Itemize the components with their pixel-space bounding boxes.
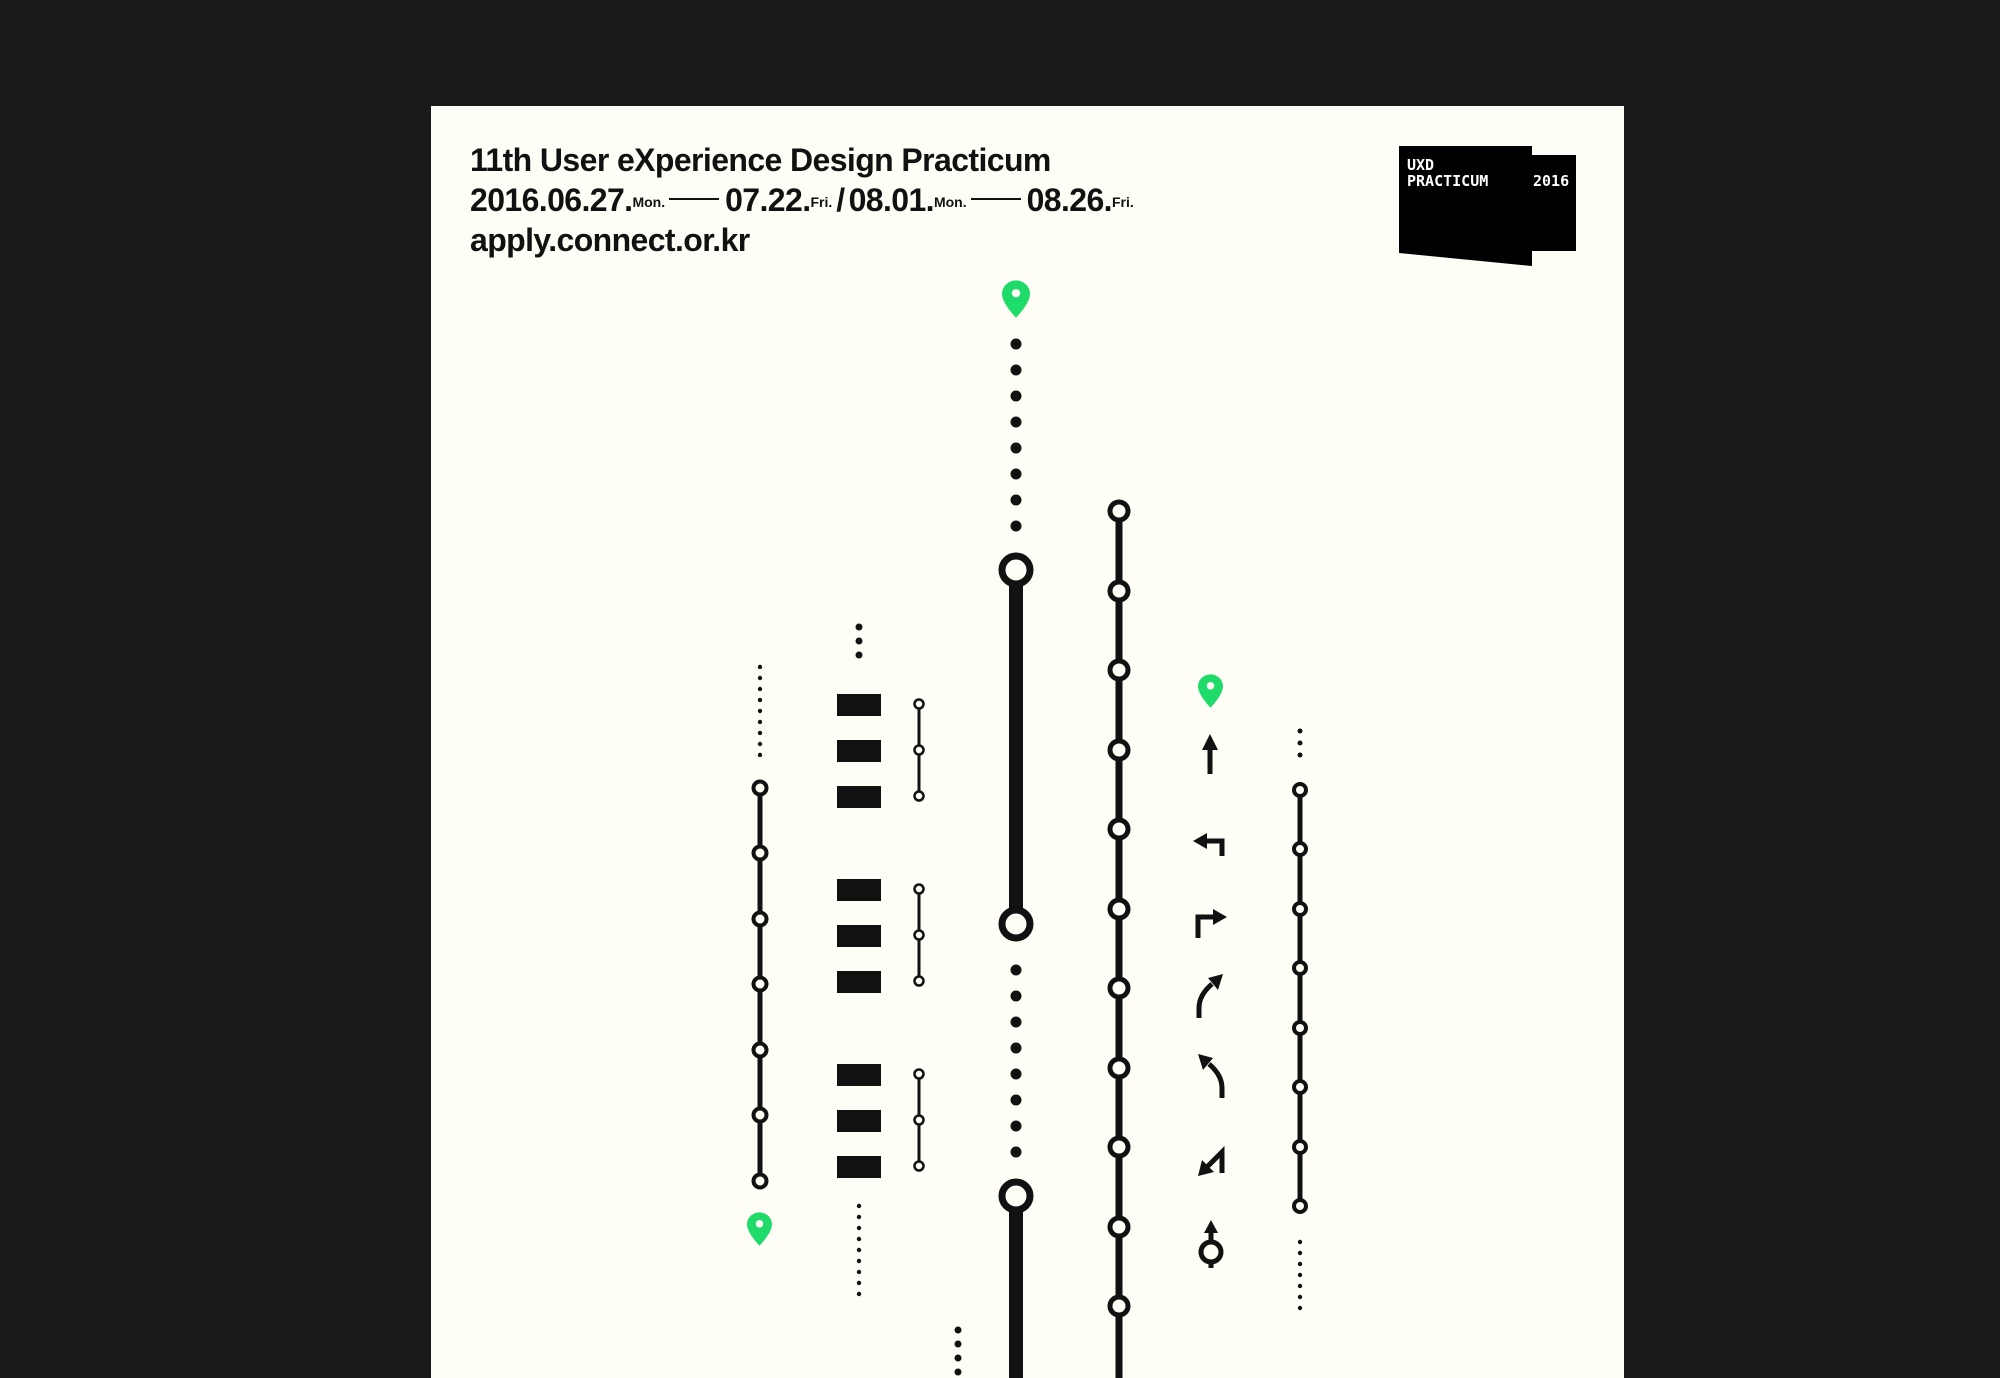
crosswalk-group-1: [837, 694, 881, 808]
crosswalk-group-3: [837, 1064, 881, 1178]
station-line-left: [747, 665, 772, 1246]
dotted-segment-top: [1011, 339, 1022, 532]
crosswalk-column: [837, 624, 881, 1297]
date-start-2-day: Mon.: [933, 194, 967, 210]
station-line-far-right: [1294, 729, 1306, 1311]
date-start: 2016.06.27.: [470, 182, 633, 218]
map-pin-icon: [1002, 280, 1030, 317]
station-line-right: [1110, 502, 1128, 1378]
poster: [431, 106, 1624, 1378]
turn-right-icon: [1198, 909, 1227, 938]
central-route: [1002, 280, 1030, 1378]
arrow-up-icon: [1202, 734, 1218, 774]
dotted-stub-bottom: [955, 1327, 962, 1376]
mini-lines: [915, 700, 924, 1171]
event-title: 11th User eXperience Design Practicum: [470, 142, 1051, 178]
logo-line-1: UXD: [1407, 156, 1435, 174]
map-pin-icon: [1198, 674, 1223, 707]
logo-line-2: PRACTICUM: [1407, 172, 1489, 190]
date-end-2: 08.26.: [1026, 182, 1112, 218]
turn-left-icon: [1193, 833, 1222, 856]
dotted-segment-middle: [1011, 965, 1022, 1158]
bear-left-icon: [1198, 1054, 1222, 1098]
bear-right-icon: [1199, 974, 1223, 1018]
map-pin-icon: [747, 1212, 772, 1245]
date-end-1: 07.22.: [725, 182, 811, 218]
logo-year: 2016: [1533, 172, 1570, 190]
station-large: [1002, 1182, 1030, 1210]
route-map-illustration: [431, 106, 1624, 1378]
u-turn-icon: [1198, 1152, 1222, 1176]
apply-url[interactable]: apply.connect.or.kr: [470, 222, 750, 258]
date-start-2: 08.01.: [848, 182, 934, 218]
date-end-1-day: Fri.: [810, 194, 833, 210]
date-slash: /: [836, 182, 845, 218]
date-end-2-day: Fri.: [1111, 194, 1134, 210]
date-start-day: Mon.: [632, 194, 666, 210]
roundabout-icon: [1201, 1220, 1221, 1268]
crosswalk-group-2: [837, 879, 881, 993]
station-large: [1002, 910, 1030, 938]
station-large: [1002, 556, 1030, 584]
direction-icons: [1193, 674, 1227, 1268]
